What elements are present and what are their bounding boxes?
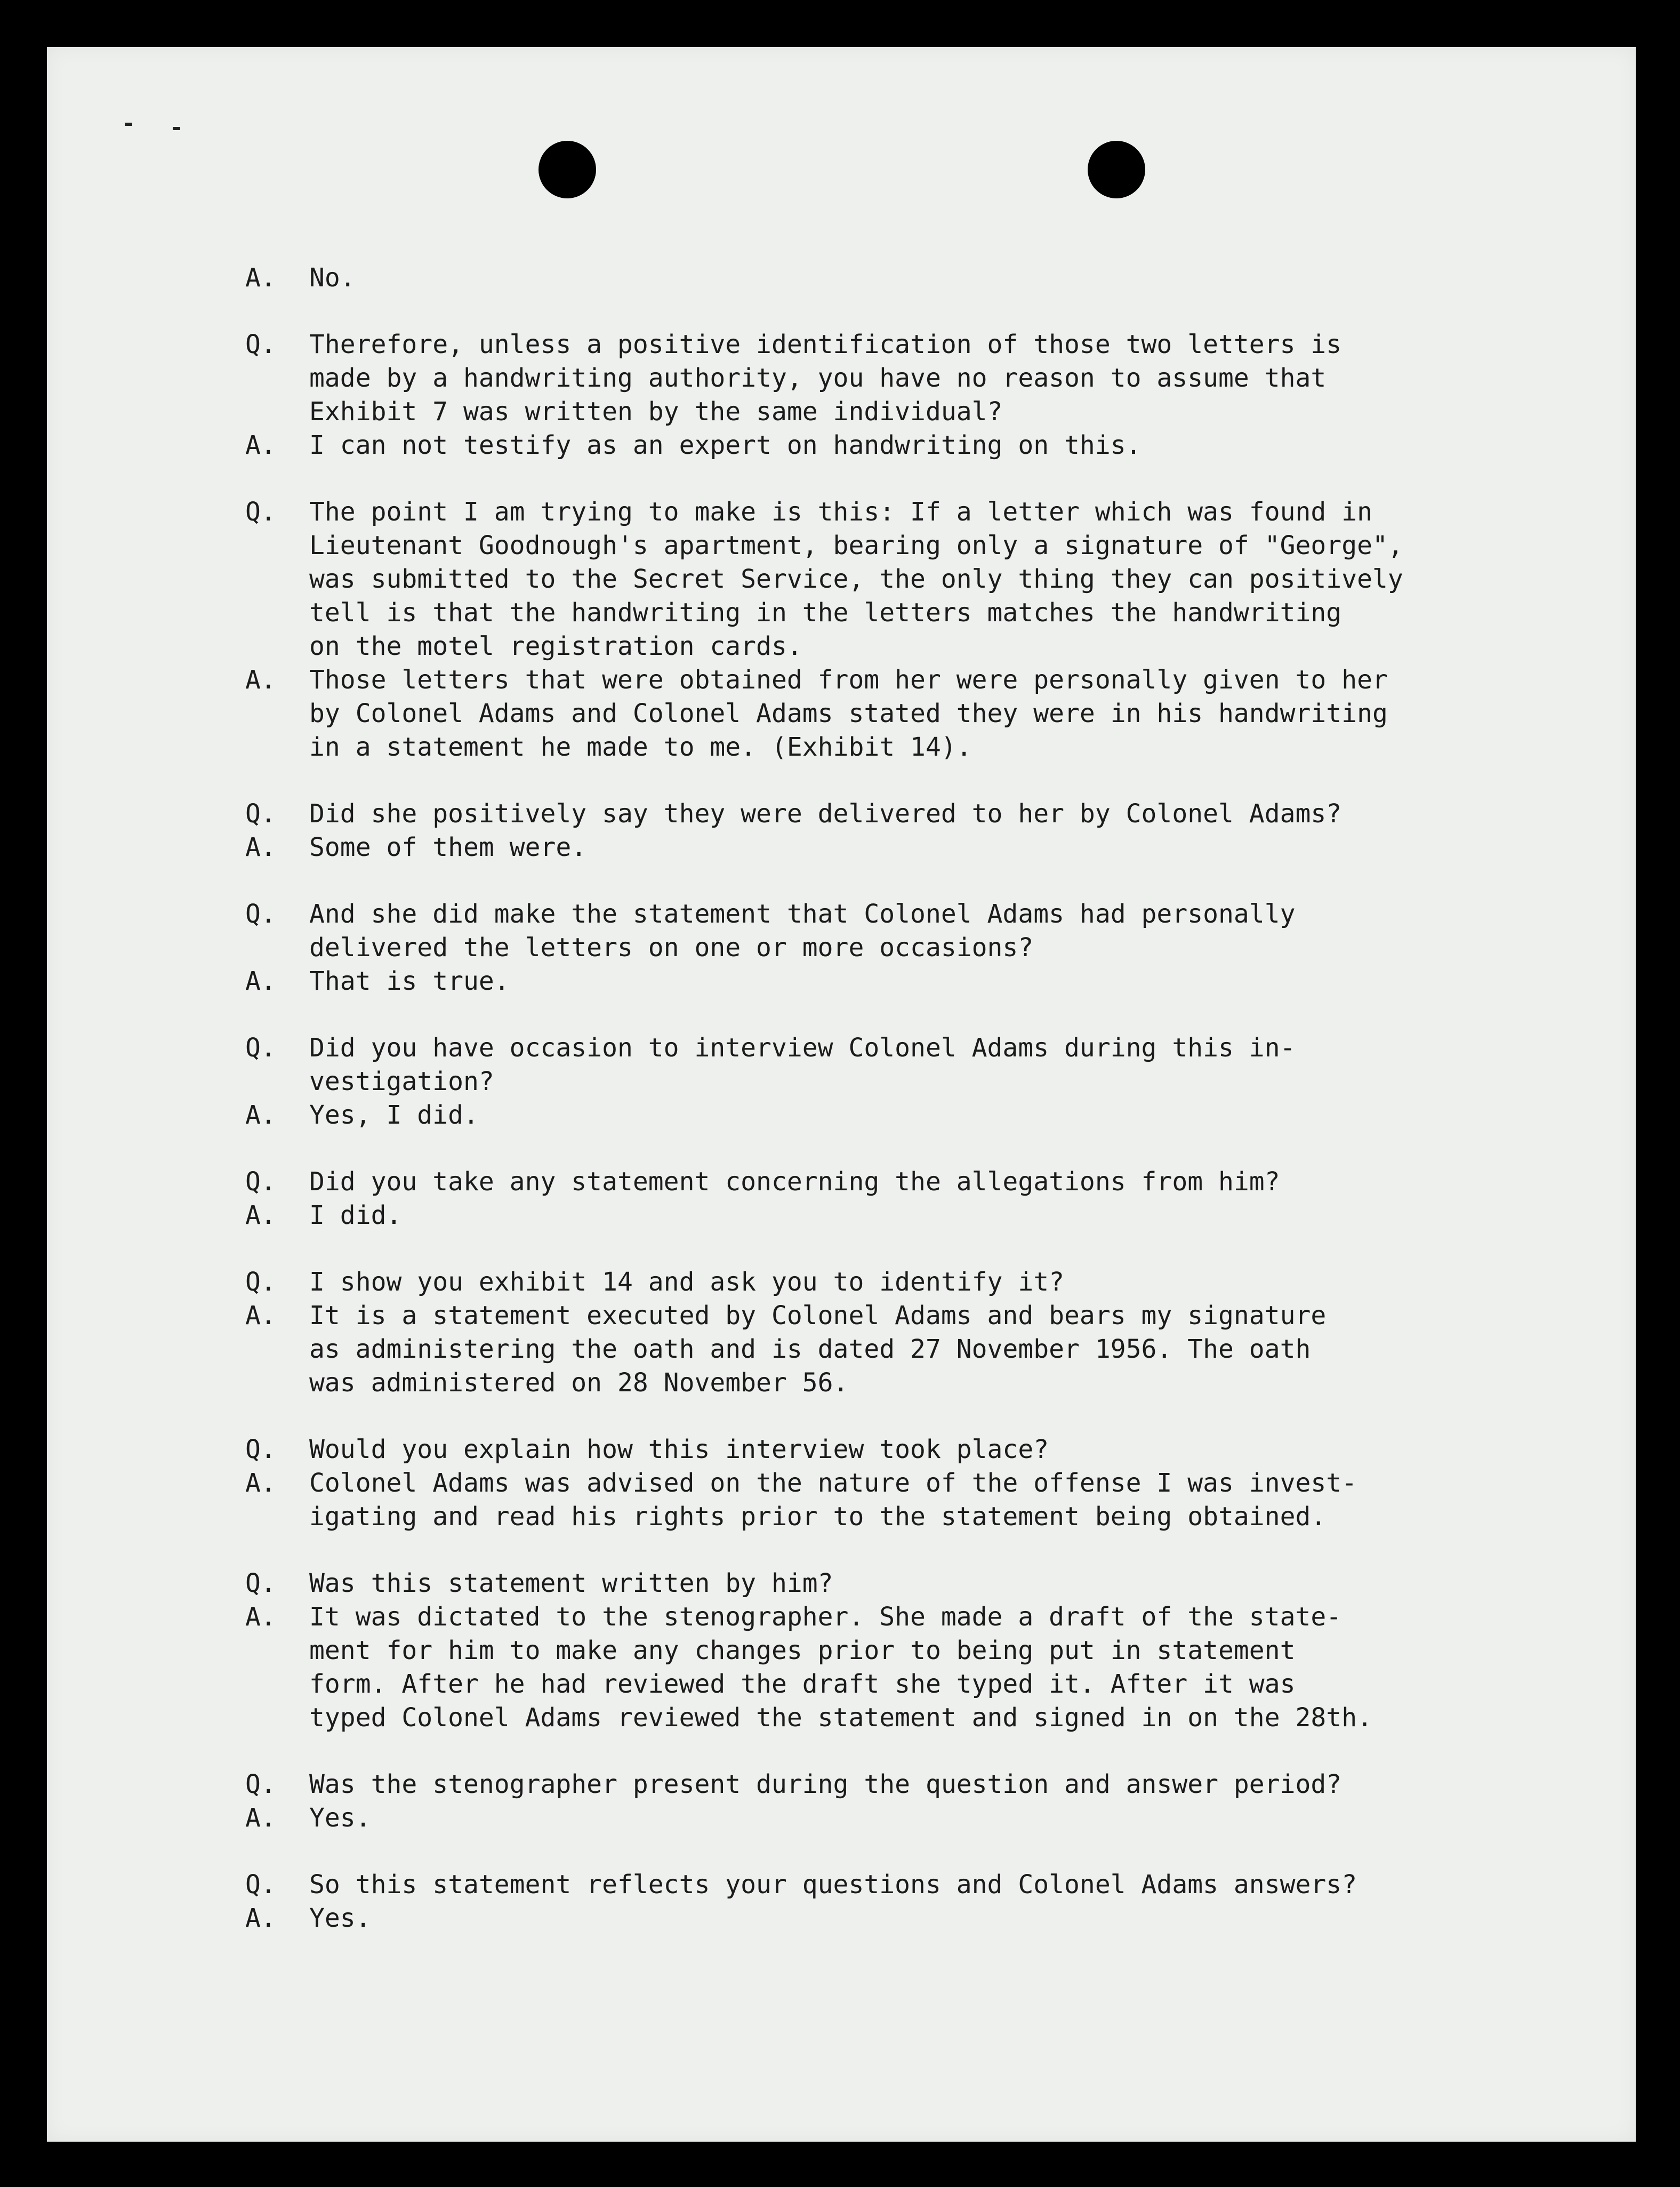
- speaker-label: Q.: [245, 799, 276, 829]
- speaker-label: A.: [245, 1903, 276, 1933]
- answer-entry: [245, 965, 1589, 998]
- question-entry: [245, 1433, 1589, 1467]
- speaker-label: A.: [245, 1602, 276, 1632]
- speaker-label: Q.: [245, 1435, 276, 1464]
- answer-entry: [245, 429, 1589, 462]
- question-entry: [245, 495, 1589, 663]
- answer-entry: [245, 663, 1589, 764]
- punch-hole-right: [1088, 141, 1145, 198]
- entry-text: Did you take any statement concerning the allegations from him?: [309, 1167, 1280, 1197]
- entry-text: Yes.: [309, 1803, 371, 1833]
- entry-text: The point I am trying to make is this: If a letter which was found in Lieutenant Goodnough's apartment, bearing only a signature of "George", was submitted to the Secret Service, the only thing they can positively tell is that the handwriting in the letters matches the handwriting on the motel registration cards.: [309, 497, 1403, 661]
- transcript-body: [245, 261, 1589, 1935]
- question-entry: [245, 898, 1589, 965]
- entry-text: That is true.: [309, 966, 510, 996]
- speaker-label: Q.: [245, 899, 276, 929]
- entry-text: So this statement reflects your questions and Colonel Adams answers?: [309, 1870, 1357, 1900]
- ink-speck: [173, 127, 180, 130]
- answer-entry: [245, 1467, 1589, 1534]
- question-entry: [245, 1868, 1589, 1902]
- question-entry: [245, 1031, 1589, 1099]
- answer-entry: [245, 1299, 1589, 1400]
- answer-entry: [245, 261, 1589, 295]
- entry-text: Yes, I did.: [309, 1100, 479, 1130]
- entry-text: I did.: [309, 1200, 402, 1230]
- question-entry: [245, 1165, 1589, 1199]
- speaker-label: A.: [245, 1301, 276, 1331]
- speaker-label: A.: [245, 1200, 276, 1230]
- entry-text: Did she positively say they were delivered to her by Colonel Adams?: [309, 799, 1342, 829]
- answer-entry: [245, 1600, 1589, 1735]
- question-entry: [245, 328, 1589, 429]
- speaker-label: Q.: [245, 1568, 276, 1598]
- speaker-label: A.: [245, 263, 276, 293]
- speaker-label: A.: [245, 665, 276, 695]
- speaker-label: A.: [245, 1100, 276, 1130]
- speaker-label: Q.: [245, 1769, 276, 1799]
- speaker-label: Q.: [245, 1167, 276, 1197]
- entry-text: Would you explain how this interview took place?: [309, 1435, 1049, 1464]
- entry-text: No.: [309, 263, 356, 293]
- answer-entry: [245, 1902, 1589, 1935]
- entry-text: Colonel Adams was advised on the nature of the offense I was invest- igating and read his rights prior to the statement being obtained.: [309, 1468, 1357, 1532]
- entry-text: Was this statement written by him?: [309, 1568, 833, 1598]
- entry-text: Therefore, unless a positive identification of those two letters is made by a handwriting authority, you have no reason to assume that Exhibit 7 was written by the same individual?: [309, 330, 1342, 427]
- entry-text: Did you have occasion to interview Colonel Adams during this in- vestigation?: [309, 1033, 1296, 1096]
- entry-text: Those letters that were obtained from her were personally given to her by Colonel Adams and Colonel Adams stated they were in his handwriting in a statement he made to me. (Exhibit 14).: [309, 665, 1388, 762]
- question-entry: [245, 797, 1589, 831]
- entry-text: I show you exhibit 14 and ask you to identify it?: [309, 1267, 1065, 1297]
- ink-speck: [125, 123, 132, 126]
- entry-text: And she did make the statement that Colonel Adams had personally delivered the letters on one or more occasions?: [309, 899, 1296, 963]
- answer-entry: [245, 831, 1589, 864]
- speaker-label: Q.: [245, 1033, 276, 1063]
- question-entry: [245, 1265, 1589, 1299]
- speaker-label: Q.: [245, 1870, 276, 1900]
- speaker-label: A.: [245, 832, 276, 862]
- answer-entry: [245, 1801, 1589, 1835]
- entry-text: It is a statement executed by Colonel Adams and bears my signature as administering the oath and is dated 27 November 1956. The oath was administered on 28 November 56.: [309, 1301, 1327, 1398]
- speaker-label: A.: [245, 966, 276, 996]
- entry-text: Was the stenographer present during the question and answer period?: [309, 1769, 1342, 1799]
- speaker-label: A.: [245, 1803, 276, 1833]
- entry-text: Some of them were.: [309, 832, 587, 862]
- punch-hole-left: [538, 141, 596, 198]
- answer-entry: [245, 1099, 1589, 1132]
- question-entry: [245, 1768, 1589, 1801]
- entry-text: Yes.: [309, 1903, 371, 1933]
- document-page: [47, 47, 1636, 2142]
- answer-entry: [245, 1199, 1589, 1232]
- question-entry: [245, 1567, 1589, 1600]
- speaker-label: A.: [245, 1468, 276, 1498]
- speaker-label: Q.: [245, 330, 276, 359]
- entry-text: It was dictated to the stenographer. She made a draft of the state- ment for him to make any changes prior to being put in statement form. After he had reviewed the draft she typed it. After it was typed Colonel Adams reviewed the statement and signed in on the 28th.: [309, 1602, 1372, 1733]
- speaker-label: Q.: [245, 1267, 276, 1297]
- speaker-label: Q.: [245, 497, 276, 527]
- entry-text: I can not testify as an expert on handwriting on this.: [309, 430, 1142, 460]
- speaker-label: A.: [245, 430, 276, 460]
